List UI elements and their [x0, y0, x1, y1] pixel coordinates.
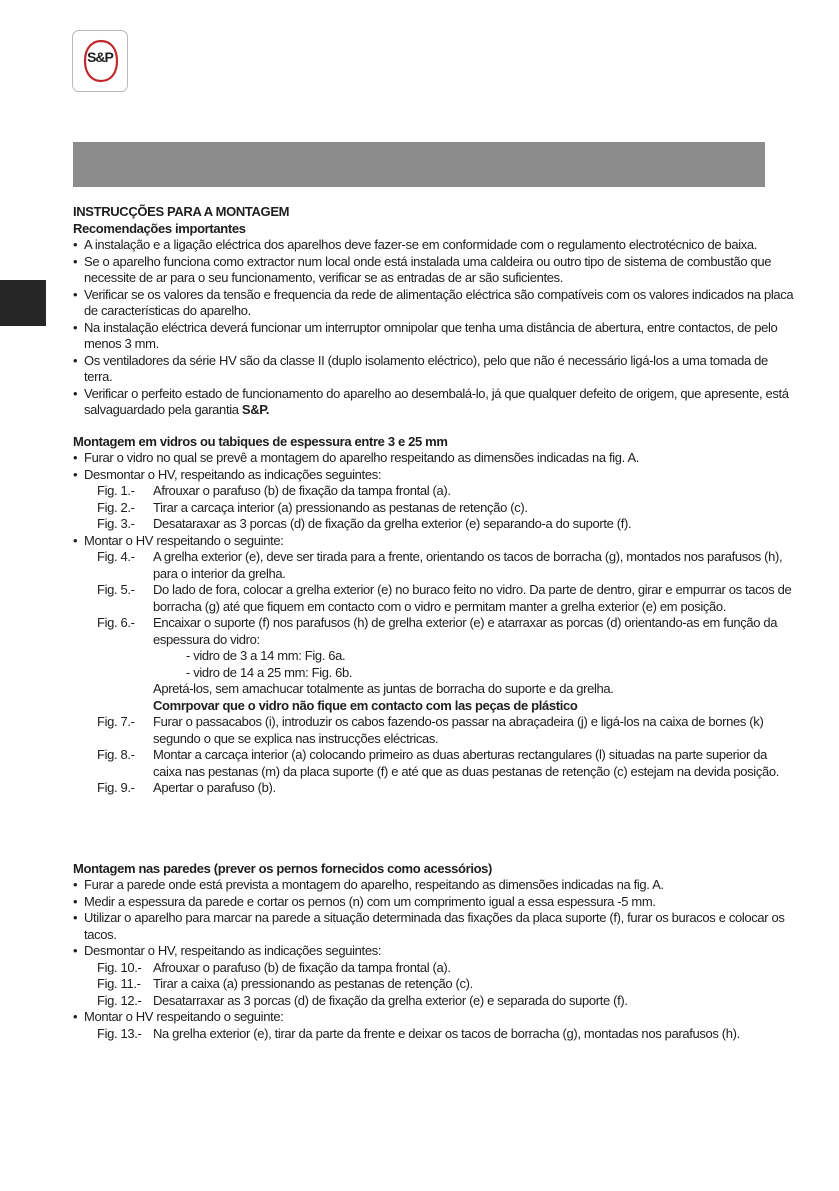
fig-text: Desataraxar as 3 porcas (d) de fixação da grelha exterior (e) separando-a do suporte (f).: [153, 516, 632, 531]
list-item: • Furar o vidro no qual se prevê a montagem do aparelho respeitando as dimensões indicadas na fig. A.: [73, 450, 795, 467]
list-item: • Na instalação eléctrica deverá funcionar um interruptor omnipolar que tenha uma distância de abertura, entre contactos, de pelo menos 3 mm.: [73, 320, 795, 353]
fig-step: [73, 483, 795, 500]
fig-text: Tirar a carcaça interior (a) pressionando as pestanas de retenção (c).: [153, 499, 528, 515]
list-item: [73, 386, 795, 419]
fig-label: Fig. 7.-: [97, 714, 135, 729]
fig-step: [73, 582, 795, 615]
fig-step: [73, 976, 795, 993]
fig-text: Furar o passacabos (i), introduzir os cabos fazendo-os passar na abraçadeira (j) e ligá-los na caixa de bornes (k) segundo o que se explica nas instrucções eléctricas.: [153, 714, 764, 746]
list-item: • Montar o HV respeitando o seguinte:: [73, 533, 795, 550]
list-item: • Utilizar o aparelho para marcar na parede a situação determinada das fixações da placa suporte (f), furar os buracos e colocar os tacos.: [73, 910, 795, 943]
sub-item: - vidro de 3 a 14 mm: Fig. 6a.: [186, 648, 346, 663]
fig-label: Fig. 6.-: [97, 615, 135, 630]
language-tab-marker: [0, 280, 46, 326]
recommendations-heading: Recomendações importantes: [73, 220, 246, 236]
wall-heading: Montagem nas paredes (prever os pernos fornecidos como acessórios): [73, 860, 493, 876]
fig-step: [73, 516, 795, 533]
fig-label: Fig. 10.-: [97, 959, 142, 975]
fig-label: Fig. 1.-: [97, 483, 135, 498]
fig-text: Na grelha exterior (e), tirar da parte da frente e deixar os tacos de borracha (g), montadas nos parafusos (h).: [153, 1025, 740, 1041]
fig-text: Desatarraxar as 3 porcas (d) de fixação da grelha exterior (e) e separada do suporte (f).: [153, 992, 628, 1008]
list-item: • A instalação e a ligação eléctrica dos aparelhos deve fazer-se em conformidade com o regulamento electrotécnico de baixa.: [73, 237, 795, 254]
document-body: [73, 204, 795, 1042]
list-item: • Verificar se os valores da tensão e frequencia da rede de alimentação eléctrica são compatíveis com os valores indicados na placa de características do aparelho.: [73, 287, 795, 320]
list-item: • Se o aparelho funciona como extractor num local onde está instalada uma caldeira ou outro tipo de sistema de combustão que necessite de ar para o seu funcionamento, verificar se as entradas de ar são suficientes.: [73, 254, 795, 287]
list-item: • Os ventiladores da série HV são da classe II (duplo isolamento eléctrico), pelo que não é necessário ligá-los a uma tomada de terra.: [73, 353, 795, 386]
fig-step: [73, 615, 795, 648]
fig-text: Montar a carcaça interior (a) colocando primeiro as duas aberturas rectangulares (l) situadas na parte superior da caixa nas pestanas (m) da placa suporte (f) e até que as duas pestanas de retenção (c) estejam na devida posição.: [153, 747, 780, 779]
sub-item: - vidro de 14 a 25 mm: Fig. 6b.: [186, 664, 353, 680]
fig-text: Encaixar o suporte (f) nos parafusos (h) de grelha exterior (e) e atarraxar as porcas (d) orientando-as em função da espessura do vidro:: [153, 615, 778, 647]
fig-step: [73, 1026, 795, 1043]
list-item: • Desmontar o HV, respeitando as indicações seguintes:: [73, 467, 795, 484]
fig-text: Apertar o parafuso (b).: [153, 780, 276, 795]
fig-step: [73, 500, 795, 517]
fig-label: Fig. 8.-: [97, 747, 135, 762]
fig-step: [73, 993, 795, 1010]
list-item: • Furar a parede onde está prevista a montagem do aparelho, respeitando as dimensões indicadas na fig. A.: [73, 877, 795, 894]
logo-text: S&P: [87, 49, 113, 65]
step-continuation: Apretá-los, sem amachucar totalmente as juntas de borracha do suporte e da grelha.: [153, 681, 614, 696]
fig-label: Fig. 13.-: [97, 1025, 142, 1041]
fig-label: Fig. 12.-: [97, 992, 142, 1008]
glass-heading: Montagem em vidros ou tabiques de espessura entre 3 e 25 mm: [73, 433, 448, 449]
brand-name: S&P.: [241, 402, 270, 417]
sp-logo: [72, 30, 128, 92]
fig-text: Afrouxar o parafuso (b) de fixação da tampa frontal (a).: [153, 959, 451, 975]
page-title: INSTRUCÇÕES PARA A MONTAGEM: [73, 204, 290, 219]
fig-text: A grelha exterior (e), deve ser tirada para a frente, orientando os tacos de borracha (g), montados nos parafusos (h), para o interior da grelha.: [153, 549, 783, 581]
fig-label: Fig. 2.-: [97, 499, 135, 515]
list-item: • Desmontar o HV, respeitando as indicações seguintes:: [73, 943, 795, 960]
fig-label: Fig. 9.-: [97, 780, 135, 795]
warranty-text: Verificar o perfeito estado de funcionamento do aparelho ao desembalá-lo, já que qualquer defeito de origem, que apresente, está salvaguardado pela garantia: [84, 385, 789, 417]
fig-text: Tirar a caixa (a) pressionando as pestanas de retenção (c).: [153, 976, 473, 991]
fig-label: Fig. 11.-: [97, 976, 141, 991]
fig-step: [73, 714, 795, 747]
list-item: • Medir a espessura da parede e cortar os pernos (n) com um comprimento igual a essa espessura -5 mm.: [73, 894, 795, 911]
fig-step: [73, 780, 795, 797]
warning-note: Comrpovar que o vidro não fique em contacto com las peças de plástico: [153, 697, 578, 713]
fig-step: [73, 747, 795, 780]
fig-label: Fig. 5.-: [97, 582, 135, 597]
fig-step: [73, 549, 795, 582]
fig-label: Fig. 4.-: [97, 549, 135, 564]
fig-step: [73, 960, 795, 977]
list-item: • Montar o HV respeitando o seguinte:: [73, 1009, 795, 1026]
header-bar: [73, 142, 765, 187]
fig-text: Do lado de fora, colocar a grelha exterior (e) no buraco feito no vidro. Da parte de dentro, girar e empurrar os tacos de borracha (g) até que fiquem em contacto com o vidro e permitam manter a grelha exterior (e) em posição.: [153, 582, 792, 614]
fig-text: Afrouxar o parafuso (b) de fixação da tampa frontal (a).: [153, 483, 451, 498]
fig-label: Fig. 3.-: [97, 516, 135, 531]
